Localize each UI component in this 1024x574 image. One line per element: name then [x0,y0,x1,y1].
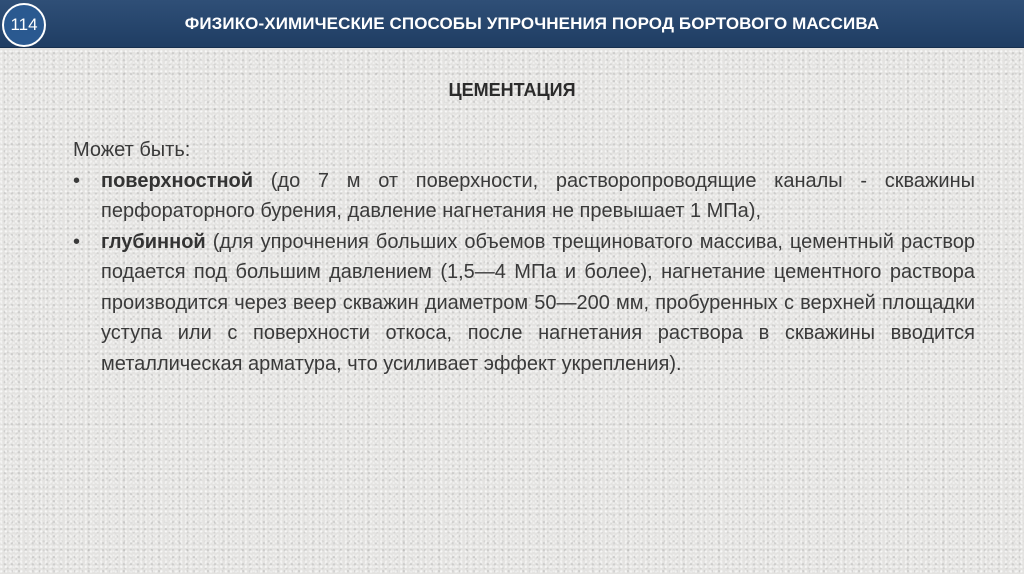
intro-text: Может быть: [73,139,191,161]
content-body [73,135,975,379]
list-item [73,166,975,227]
item-term: глубинной [101,230,206,253]
bullet-icon: • [73,230,81,253]
section-title: ЦЕМЕНТАЦИЯ [448,80,576,100]
bullet-list [73,166,975,380]
slide-number-badge: 114 [2,3,46,47]
item-term: поверхностной [101,169,254,192]
bullet-icon: • [73,169,81,192]
item-text: (для упрочнения больших объемов трещиноватого массива, цементный раствор подается под большим давлением (1,5—4 МПа и более), нагнетание цементного раствора производится через веер скважин диаметром 50—200 мм, пробуренных с верхней площадки уступа или с поверхности откоса, после нагнетания раствора в скважины вводится металлическая арматура, что усиливает эффект укрепления). [101,230,975,375]
item-text: (до 7 м от поверхности, растворопроводящие каналы - скважины перфораторного бурения, давление нагнетания не превышает 1 МПа), [101,169,975,222]
list-item [73,227,975,380]
header-bar [0,0,1024,48]
slide-title: ФИЗИКО-ХИМИЧЕСКИЕ СПОСОБЫ УПРОЧНЕНИЯ ПОРОД БОРТОВОГО МАССИВА [184,13,880,33]
